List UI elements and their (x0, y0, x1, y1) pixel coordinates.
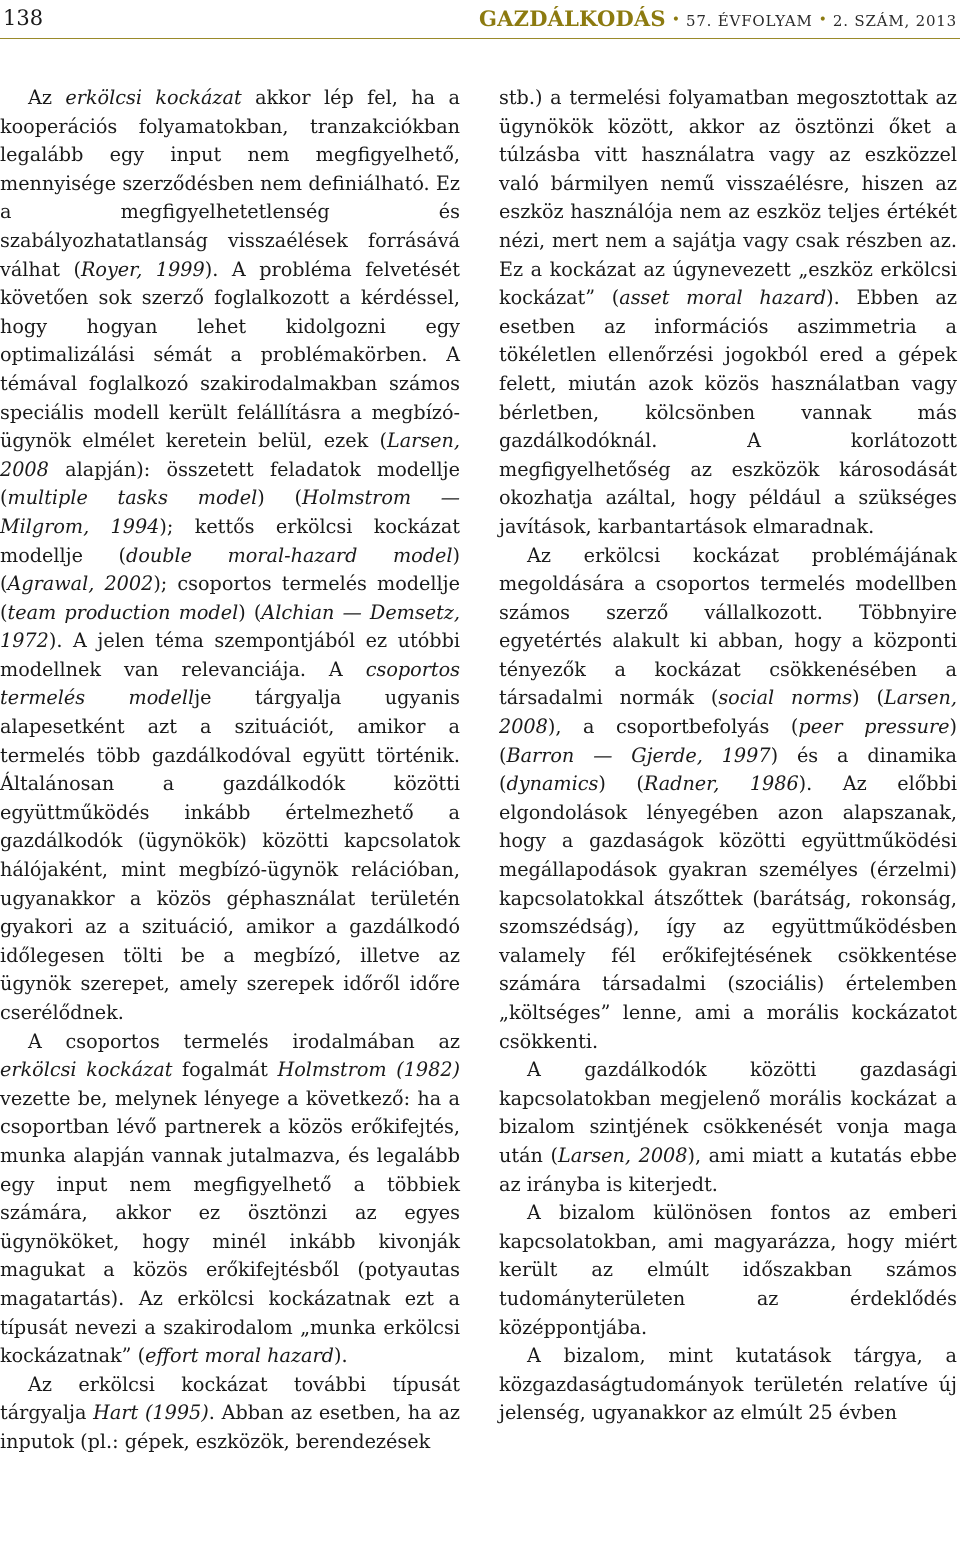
paragraph (499, 84, 957, 542)
italic-text: Larsen, 2008 (499, 686, 957, 739)
italic-text: Alchian — Demsetz, 1972 (0, 600, 460, 653)
italic-text: social norms (718, 686, 853, 710)
paragraph (0, 84, 460, 1028)
text-run: fogalmát (172, 1058, 278, 1082)
text-run: ) ( (257, 486, 302, 510)
text-run: ); kettős erkölcsi kockázat modellje ( (0, 514, 461, 567)
text-run: akkor lép fel, ha a kooperációs folyamatokban, tranzakciókban legalább egy input nem megfigyelhető, mennyisége szerződésben nem definiálható. Ez a megfigyelhetetlenség és szabályozhatatlanság visszaélések forrásává válhat ( (0, 86, 460, 281)
text-run: ) és a dinamika ( (499, 743, 957, 796)
paragraph (499, 1056, 957, 1199)
italic-text: Radner, 1986 (643, 772, 799, 796)
header-separator: • (818, 12, 827, 28)
text-run: ). Az előbbi elgondolások lényegében azon alapszanak, hogy a gazdaságok közötti együttműködési megállapodások gyakran személyes (érzelmi) kapcsolatokkal átszőttek (barátság, rokonság, szomszédság), így az együttműködésben valamely fél erőkifejtésének csökkentése számára társadalmi (szociális) értelemben „költséges” lenne, ami a morális kockázatot csökkenti. (499, 772, 957, 1053)
journal-name: GAZDÁLKODÁS (479, 6, 666, 31)
text-run: stb.) a termelési folyamatban megosztottak az ügynökök között, akkor az ösztönzi őket a túlzásba vitt használatra vagy az eszközzel való bármilyen nemű visszaélésre, hiszen az eszköz használója nem az eszköz teljes értékét nézi, mert nem a sajátja vagy csak részben az. Ez a kockázat az úgynevezett „eszköz erkölcsi kockázat” ( (499, 86, 957, 310)
text-run: ) ( (238, 600, 262, 624)
paragraph (0, 1028, 460, 1371)
text-run: ). A probléma felvetését követően sok szerző foglalkozott a kérdéssel, hogy hogyan lehet kidolgozni egy optimalizálási sémát a problémakörben. A témával foglalkozó szakirodalmakban számos speciális modell került felállításra a megbízó-ügynök elmélet keretein belül, ezek ( (0, 257, 460, 453)
italic-text: Hart (1995) (93, 1401, 209, 1425)
volume-label: 57. ÉVFOLYAM (685, 12, 813, 30)
text-run: ), ami miatt a kutatás ebbe az irányba is kiterjedt. (499, 1143, 958, 1196)
text-run: Az erkölcsi kockázat további típusát tárgyalja (0, 1372, 460, 1425)
text-run: A bizalom, mint kutatások tárgya, a közgazdaságtudományok területén relatíve új jelenség, ugyanakkor az elmúlt 25 évben (499, 1344, 957, 1425)
running-header (3, 2, 957, 36)
italic-text: asset moral hazard (619, 286, 827, 310)
italic-text: Larsen, 2008 (557, 1143, 688, 1167)
italic-text: csoportos termelés modell (0, 657, 460, 710)
italic-text: team production model (7, 600, 239, 624)
italic-text: effort moral hazard (145, 1344, 334, 1368)
text-run: ) ( (0, 543, 460, 596)
page-number: 138 (3, 6, 44, 30)
text-run: . Abban az esetben, ha az inputok (pl.: gépek, eszközök, berendezések (0, 1401, 460, 1453)
paragraph (499, 542, 957, 1057)
issue-label: 2. SZÁM, 2013 (832, 12, 957, 30)
italic-text: double moral-hazard model (126, 543, 453, 567)
italic-text: dynamics (506, 772, 599, 796)
right-column (499, 84, 957, 1428)
italic-text: Larsen, 2008 (0, 429, 460, 481)
text-run: ) ( (499, 715, 957, 767)
text-run: ). Ebben az esetben az információs aszimmetria a tökéletlen ellenőrzési jogokból ered a gépek felett, miután azok közös használatban vagy bérletben, kölcsönben vannak más gazdálkodóknál. A korlátozott megfigyelhetőség az eszközök károsodását okozhatja azáltal, hogy például a szükséges javítások, karbantartások elmaradnak. (499, 286, 957, 538)
text-run: Az erkölcsi kockázat problémájának megoldására a csoportos termelés modellben számos szerző vállalkozott. Többnyire egyetértés alakult ki abban, hogy a központi tényezők a kockázat csökkenésében a társadalmi normák ( (499, 543, 957, 710)
text-run: ), a csoportbefolyás ( (547, 715, 799, 739)
text-run: ). (333, 1344, 348, 1368)
text-run: ); csoportos termelés modellje ( (0, 572, 460, 624)
text-run: alapján): összetett feladatok modellje ( (0, 457, 460, 510)
paragraph (499, 1199, 957, 1342)
left-column (0, 84, 460, 1457)
text-run: A gazdálkodók közötti gazdasági kapcsolatokban megjelenő morális kockázat a bizalom szintjének csökkenését vonja maga után ( (499, 1058, 957, 1167)
paragraph (499, 1342, 957, 1428)
header-separator: • (671, 12, 680, 28)
italic-text: erkölcsi kockázat (65, 86, 242, 109)
italic-text: Holmstrom (1982) (277, 1058, 461, 1082)
text-run: vezette be, melynek lényege a következő: ha a csoportban lévő partnerek a közös erőkifejtés, munka alapján vannak jutalmazva, és legalább egy input nem megfigyelhető a többiek számára, akkor ez ösztönzi az egyes ügynököket, hogy minél inkább kivonják magukat a közös erőkifejtésből (potyautas magatartás). Az erkölcsi kockázatnak ezt a típusát nevezi a szakirodalom „munka erkölcsi kockázatnak” ( (0, 1086, 460, 1368)
text-run: A bizalom különösen fontos az emberi kapcsolatokban, ami magyarázza, hogy miért került az elmúlt időszakban számos tudományterületen az érdeklődés középpontjába. (499, 1201, 957, 1339)
italic-text: Royer, 1999 (80, 257, 205, 281)
text-run: ) ( (598, 772, 644, 796)
italic-text: Holmstrom — Milgrom, 1994 (0, 486, 460, 538)
italic-text: Agrawal, 2002 (7, 572, 154, 596)
text-run: ). A jelen téma szempontjából ez utóbbi modellnek van relevanciája. A (0, 629, 460, 681)
italic-text: Barron — Gjerde, 1997 (506, 743, 771, 767)
text-run: ) ( (852, 686, 884, 710)
italic-text: multiple tasks model (7, 486, 258, 510)
header-rule (0, 38, 960, 39)
paragraph (0, 1371, 460, 1457)
italic-text: peer pressure (798, 715, 950, 739)
text-run: je tárgyalja ugyanis alapesetként azt a szituációt, amikor a termelés több gazdálkodóval együtt történik. Általánosan a gazdálkodók közötti együttműködés inkább értelmezhető a gazdálkodók (ügynökök) közötti kapcsolatok hálójaként, mint megbízó-ügynök relációban, ugyanakkor a közös géphasználat területén gyakori az a szituáció, amikor a gazdálkodó időlegesen tölti be a megbízó, illetve az ügynök szerepet, amely szerepek időről időre cserélődnek. (0, 686, 460, 1024)
italic-text: erkölcsi kockázat (0, 1058, 173, 1082)
text-run: Az (28, 86, 66, 109)
journal-info (479, 6, 957, 31)
text-run: A csoportos termelés irodalmában az (28, 1029, 460, 1053)
